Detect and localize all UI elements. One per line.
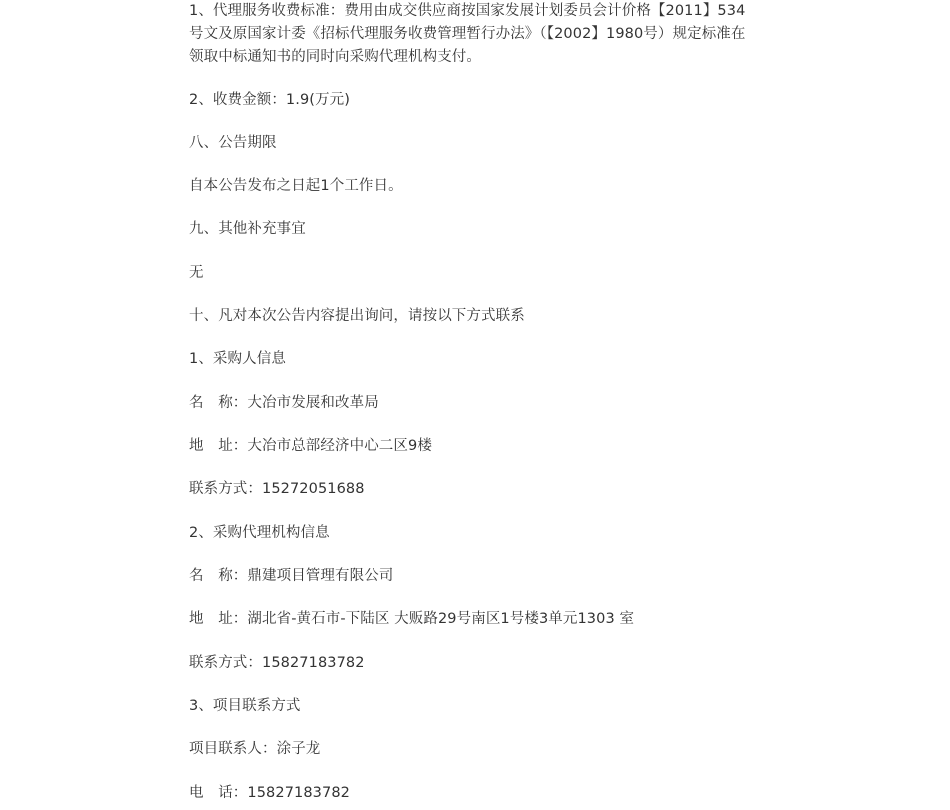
fee-standard-paragraph: 1、代理服务收费标准：费用由成交供应商按国家发展计划委员会计价格【2011】534号文及原国家计委《招标代理服务收费管理暂行办法》（【2002】1980号）规定标准在领取中标通知书的同时向采购代理机构支付。 — [189, 3, 746, 65]
agency-name: 名 称：鼎建项目管理有限公司 — [189, 568, 394, 584]
section-9-body: 无 — [189, 265, 204, 281]
section-8-heading: 八、公告期限 — [189, 135, 277, 151]
fee-amount-paragraph: 2、收费金额：1.9(万元) — [189, 92, 350, 108]
project-contact-person: 项目联系人：涂子龙 — [189, 741, 321, 757]
agency-address: 地 址：湖北省-黄石市-下陆区 大贩路29号南区1号楼3单元1303 室 — [189, 611, 635, 627]
project-phone: 电 话：15827183782 — [189, 785, 350, 801]
announcement-body — [189, 0, 755, 805]
purchaser-contact: 联系方式：15272051688 — [189, 481, 365, 497]
agency-contact: 联系方式：15827183782 — [189, 655, 365, 671]
purchaser-name: 名 称：大冶市发展和改革局 — [189, 395, 379, 411]
section-8-body: 自本公告发布之日起1个工作日。 — [189, 178, 403, 194]
section-10-heading: 十、凡对本次公告内容提出询问，请按以下方式联系 — [189, 308, 525, 324]
project-contact-heading: 3、项目联系方式 — [189, 698, 301, 714]
agency-info-heading: 2、采购代理机构信息 — [189, 525, 330, 541]
purchaser-info-heading: 1、采购人信息 — [189, 351, 286, 367]
purchaser-address: 地 址：大冶市总部经济中心二区9楼 — [189, 438, 432, 454]
section-9-heading: 九、其他补充事宜 — [189, 221, 306, 237]
